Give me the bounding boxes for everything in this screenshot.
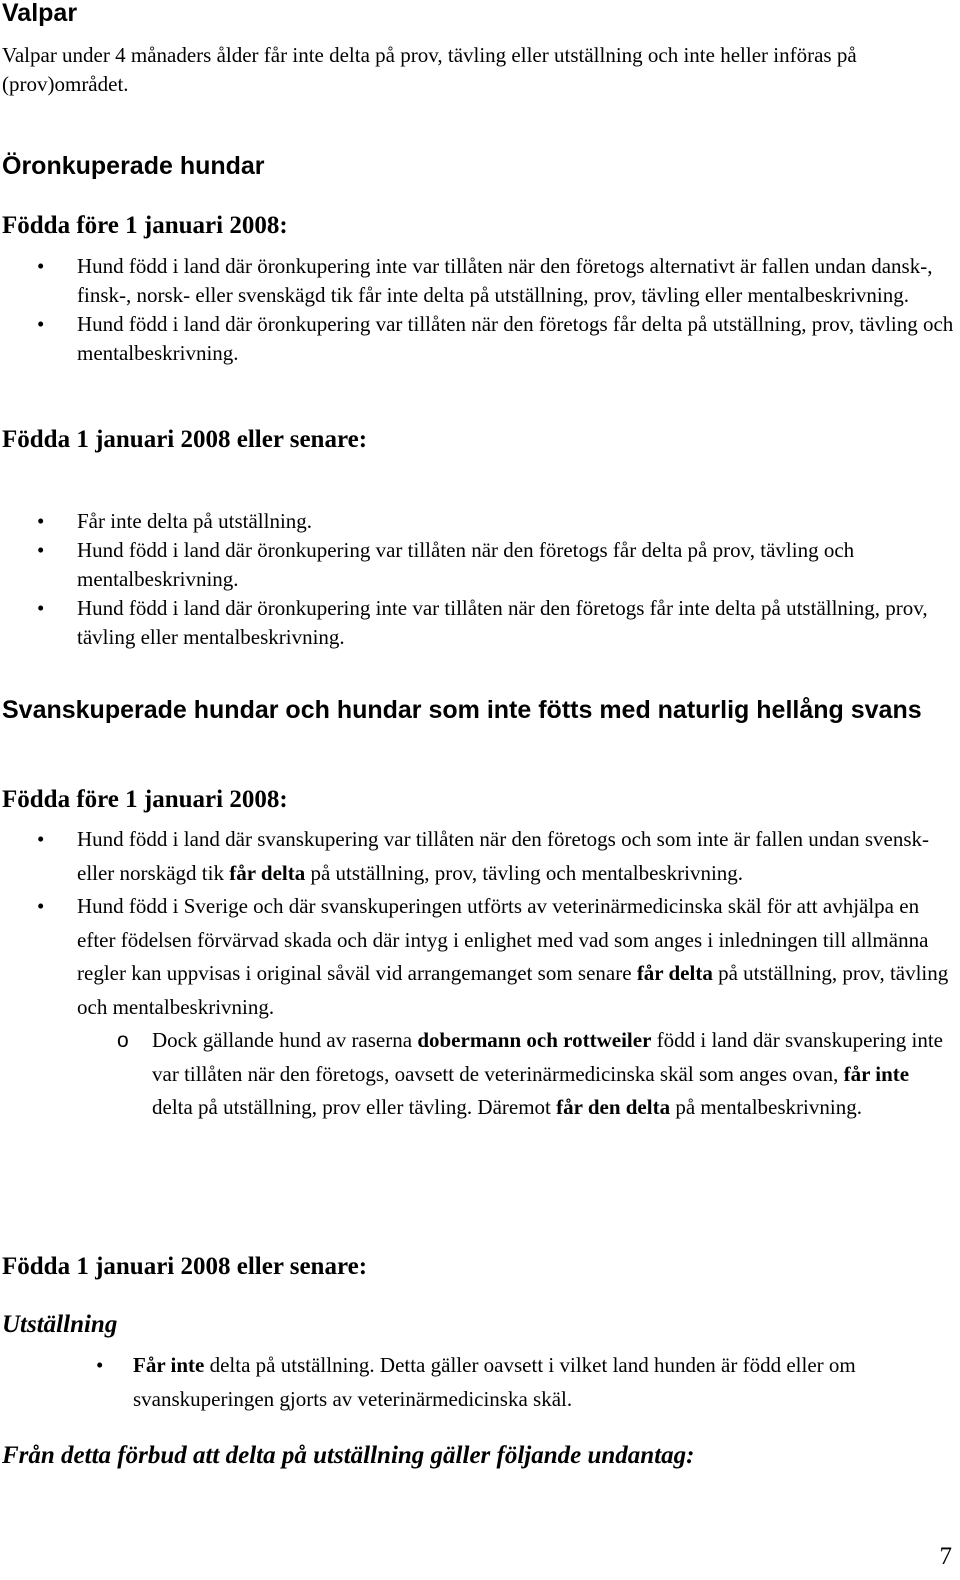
list-item: • Får inte delta på utställning. bbox=[0, 507, 955, 536]
subheading-senare-2008-oron: Födda 1 januari 2008 eller senare: bbox=[2, 426, 368, 453]
list-item: • Hund född i land där öronkupering inte var tillåten när den företogs får inte delta på utställning, prov, tävling eller mentalbeskrivning. bbox=[37, 596, 928, 649]
bullet-icon: • bbox=[37, 538, 45, 562]
paragraph-valpar: Valpar under 4 månaders ålder får inte delta på prov, tävling eller utställning och inte heller införas på (prov)området. bbox=[2, 43, 857, 96]
list-item: • Hund född i Sverige och där svanskuperingen utförts av veterinärmedicinska skäl för att avhjälpa en efter födelsen förvärvad skada och där intyg i enlighet med vad som anges i inledningen till allmänna regler kan uppvisas i original såväl vid arrangemanget som senare får delta på utställning, prov, tävling och mentalbeskrivning. o Dock gällande hund av raserna dobermann och rottweiler född i land där svanskupering inte var tillåten när den företogs, oavsett de veterinärmedicinska skäl som anges ovan, får inte delta på utställning, prov eller tävling. Däremot får den delta på mentalbeskrivning. bbox=[0, 890, 955, 1125]
list-item: • Får inte delta på utställning. Detta gäller oavsett i vilket land hunden är född eller om svanskuperingen gjorts av veterinärmedicinska skäl. bbox=[0, 1348, 955, 1416]
heading-valpar: Valpar bbox=[2, 0, 78, 27]
bullet-icon: • bbox=[37, 827, 45, 851]
bullet-icon: • bbox=[37, 509, 45, 533]
bullet-icon: • bbox=[37, 596, 45, 620]
list-svans-fore bbox=[0, 823, 955, 1125]
subheading-senare-2008-svans: Födda 1 januari 2008 eller senare: bbox=[2, 1253, 368, 1280]
subheading-fore-2008-svans: Födda före 1 januari 2008: bbox=[2, 786, 288, 813]
bullet-icon: • bbox=[37, 894, 45, 918]
page-number: 7 bbox=[939, 1543, 952, 1570]
subheading-undantag: Från detta förbud att delta på utställning gäller följande undantag: bbox=[2, 1442, 695, 1469]
list-oron-fore bbox=[0, 252, 955, 368]
bullet-icon: • bbox=[37, 254, 45, 278]
circle-bullet-icon: o bbox=[117, 1029, 129, 1052]
sub-list bbox=[77, 1024, 955, 1125]
heading-oronkuperade: Öronkuperade hundar bbox=[2, 152, 265, 180]
bullet-icon: • bbox=[96, 1353, 104, 1377]
subheading-utstallning: Utställning bbox=[2, 1311, 118, 1338]
list-utstallning bbox=[0, 1348, 955, 1416]
list-item: • Hund född i land där öronkupering inte var tillåten när den företogs alternativt är fallen undan dansk-, finsk-, norsk- eller svenskägd tik får inte delta på utställning, prov, tävling eller mentalbeskrivning. bbox=[37, 254, 933, 307]
subheading-fore-2008-oron: Födda före 1 januari 2008: bbox=[2, 212, 288, 239]
list-item: • Hund född i land där öronkupering var tillåten när den företogs får delta på prov, tävling och mentalbeskrivning. bbox=[37, 538, 855, 591]
list-item: • Hund född i land där öronkupering var tillåten när den företogs får delta på utställning, prov, tävling och mentalbeskrivning. bbox=[37, 312, 954, 365]
list-oron-senare bbox=[0, 507, 955, 652]
heading-svanskuperade: Svanskuperade hundar och hundar som inte fötts med naturlig hellång svans bbox=[2, 696, 922, 724]
list-item: • Hund född i land där svanskupering var tillåten när den företogs och som inte är fallen undan svensk- eller norskägd tik får delta på utställning, prov, tävling och mentalbeskrivning. bbox=[0, 823, 955, 890]
bullet-icon: • bbox=[37, 312, 45, 336]
sub-list-item: o Dock gällande hund av raserna dobermann och rottweiler född i land där svanskupering inte var tillåten när den företogs, oavsett de veterinärmedicinska skäl som anges ovan, får inte delta på utställning, prov eller tävling. Däremot får den delta på mentalbeskrivning. bbox=[77, 1024, 955, 1125]
